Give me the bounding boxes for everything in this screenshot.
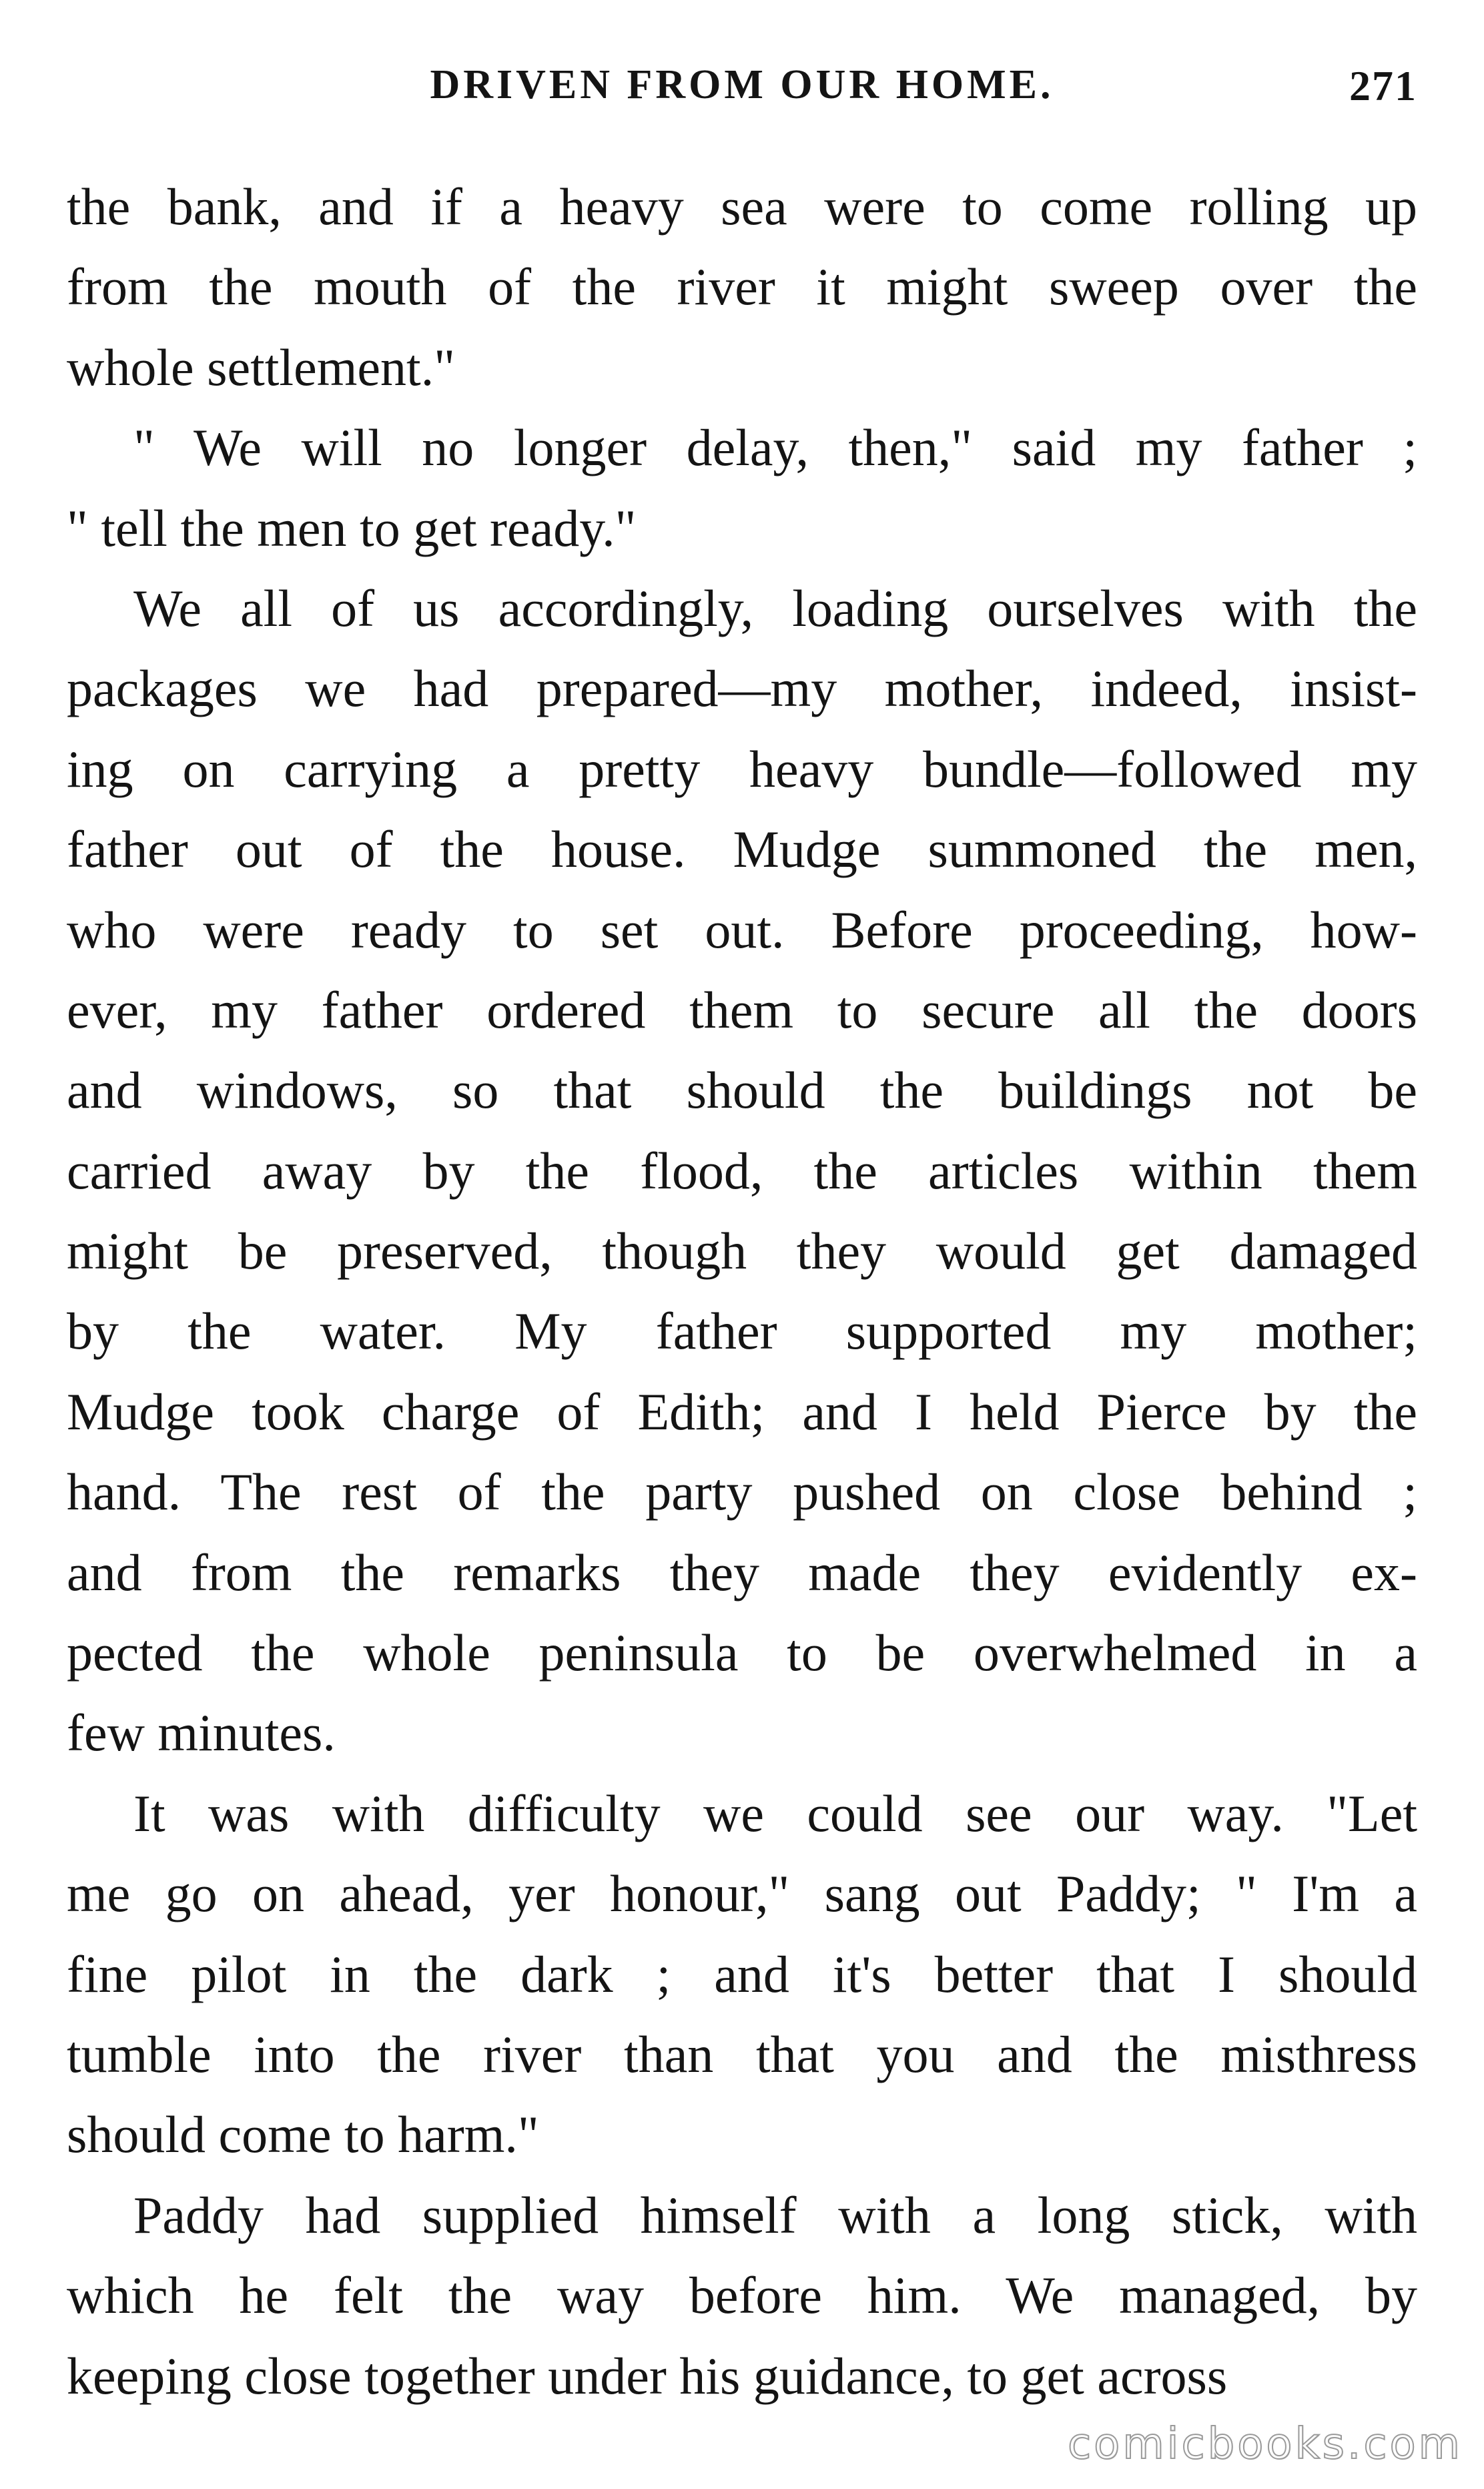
text-line: few minutes. (67, 1704, 336, 1762)
text-line: and windows, so that should the buildings not be (67, 1061, 1417, 1120)
paragraph (67, 569, 1417, 1774)
paragraph (67, 1774, 1417, 2175)
text-line: the bank, and if a heavy sea were to come rolling up (67, 177, 1417, 236)
paragraph (67, 408, 1417, 569)
text-line: packages we had prepared—my mother, indeed, insist- (67, 659, 1417, 718)
watermark-logo: comicbooks.com (1067, 2420, 1463, 2469)
text-line: should come to harm." (67, 2105, 539, 2164)
paragraph (67, 167, 1417, 408)
text-line: from the mouth of the river it might sweep over the (67, 258, 1417, 316)
running-head (67, 61, 1417, 121)
text-line: tumble into the river than that you and the misthress (67, 2025, 1417, 2083)
text-line: We all of us accordingly, loading ourselves with the (133, 579, 1417, 637)
paragraph (67, 2175, 1417, 2416)
text-line: Mudge took charge of Edith; and I held Pierce by the (67, 1382, 1417, 1441)
text-line: It was with difficulty we could see our way. "Let (133, 1784, 1417, 1842)
text-line: might be preserved, though they would get damaged (67, 1222, 1417, 1281)
text-line: fine pilot in the dark ; and it's better that I should (67, 1944, 1417, 2003)
text-line: which he felt the way before him. We managed, by (67, 2266, 1417, 2325)
page-number: 271 (1349, 62, 1417, 109)
text-line: by the water. My father supported my mother; (67, 1302, 1417, 1361)
text-line: hand. The rest of the party pushed on close behind ; (67, 1463, 1417, 1521)
body-text (67, 167, 1417, 2416)
text-line: " We will no longer delay, then," said my father ; (133, 418, 1417, 477)
text-line: " tell the men to get ready." (67, 498, 637, 557)
text-line: and from the remarks they made they evidently ex- (67, 1543, 1417, 1602)
text-line: who were ready to set out. Before proceeding, how- (67, 900, 1417, 959)
text-line: ever, my father ordered them to secure all the doors (67, 980, 1417, 1039)
text-line: me go on ahead, yer honour," sang out Paddy; " I'm a (67, 1864, 1417, 1923)
text-line: keeping close together under his guidance, to get across (67, 2346, 1228, 2405)
text-line: father out of the house. Mudge summoned the men, (67, 820, 1417, 879)
text-line: Paddy had supplied himself with a long stick, with (133, 2185, 1417, 2244)
text-line: carried away by the flood, the articles within them (67, 1141, 1417, 1200)
text-line: ing on carrying a pretty heavy bundle—followed my (67, 739, 1417, 798)
text-line: pected the whole peninsula to be overwhelmed in a (67, 1624, 1417, 1682)
running-title: DRIVEN FROM OUR HOME. (430, 62, 1054, 107)
text-line: whole settlement." (67, 338, 456, 396)
